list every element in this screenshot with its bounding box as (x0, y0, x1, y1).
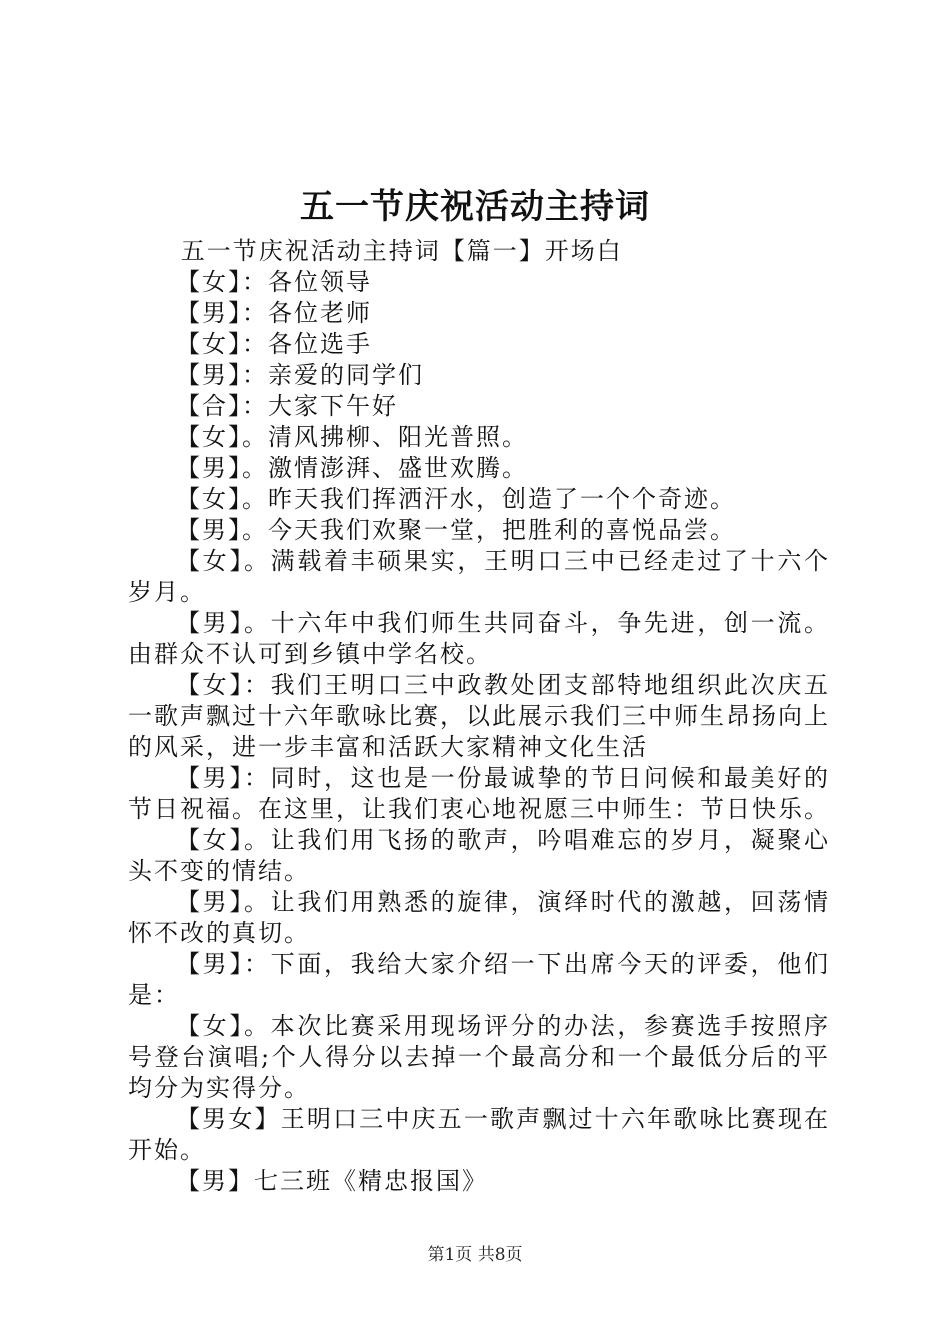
paragraph: 【女】。让我们用飞扬的歌声，吟唱难忘的岁月，凝聚心头不变的情结。 (128, 826, 830, 885)
document-title: 五一节庆祝活动主持词 (300, 187, 650, 227)
paragraph: 【女】。满载着丰硕果实，王明口三中已经走过了十六个岁月。 (128, 547, 830, 606)
paragraph: 【男】：下面，我给大家介绍一下出席今天的评委，他们是： (128, 950, 830, 1009)
paragraph: 【男】：同时，这也是一份最诚挚的节日问候和最美好的节日祝福。在这里，让我们衷心地祝愿三中师生：节日快乐。 (128, 764, 830, 823)
paragraph: 【女】：各位领导 (176, 268, 372, 296)
paragraph: 【男女】王明口三中庆五一歌声飘过十六年歌咏比赛现在开始。 (128, 1105, 830, 1164)
paragraph: 【合】：大家下午好 (176, 392, 398, 420)
paragraph: 【女】：各位选手 (176, 330, 372, 358)
document-body (128, 236, 830, 1197)
paragraph: 【男】。激情澎湃、盛世欢腾。 (176, 454, 528, 482)
paragraph: 【男】。今天我们欢聚一堂，把胜利的喜悦品尝。 (176, 516, 736, 544)
paragraph: 【女】。本次比赛采用现场评分的办法，参赛选手按照序号登台演唱;个人得分以去掉一个最高分和一个最低分后的平均分为实得分。 (128, 1012, 830, 1102)
paragraph-heading: 五一节庆祝活动主持词【篇一】开场白 (180, 237, 623, 265)
page-footer: 第1页 共8页 (427, 1245, 523, 1265)
paragraph: 【男】七三班《精忠报国》 (176, 1167, 488, 1195)
paragraph: 【男】。十六年中我们师生共同奋斗，争先进，创一流。由群众不认可到乡镇中学名校。 (128, 609, 830, 668)
paragraph: 【女】：我们王明口三中政教处团支部特地组织此次庆五一歌声飘过十六年歌咏比赛，以此展示我们三中师生昂扬向上的风采，进一步丰富和活跃大家精神文化生活 (128, 671, 830, 761)
paragraph: 【女】。昨天我们挥洒汗水，创造了一个个奇迹。 (176, 485, 736, 513)
paragraph: 【男】：亲爱的同学们 (176, 361, 424, 389)
paragraph: 【男】：各位老师 (176, 299, 372, 327)
paragraph: 【女】。清风拂柳、阳光普照。 (176, 423, 528, 451)
paragraph: 【男】。让我们用熟悉的旋律，演绎时代的激越，回荡情怀不改的真切。 (128, 888, 830, 947)
